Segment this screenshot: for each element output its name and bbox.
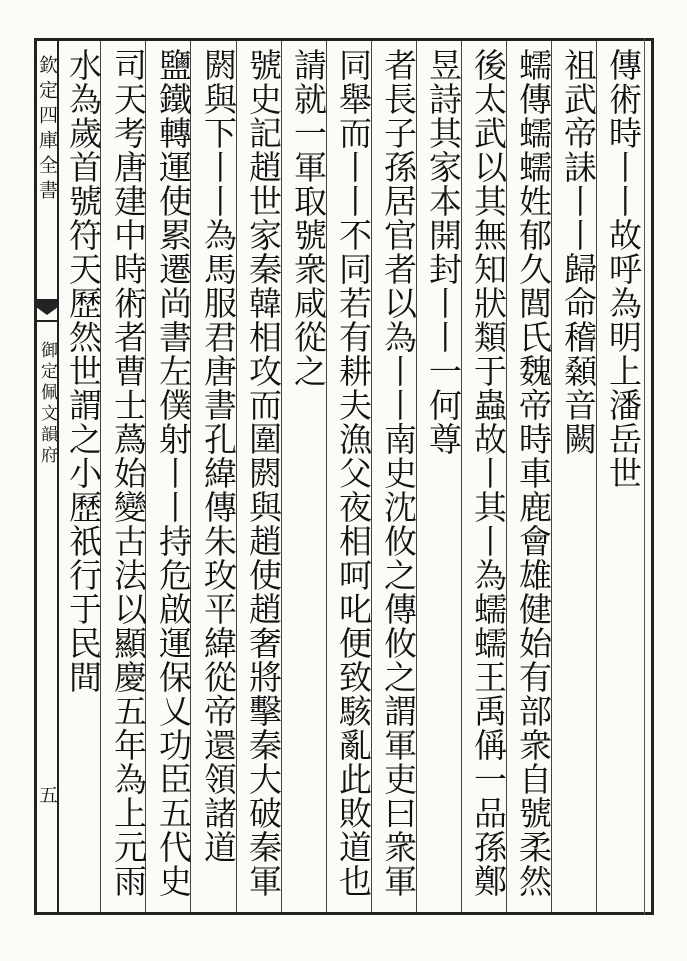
text-column: 請就一軍取號衆咸從之 <box>289 48 328 388</box>
text-column: 昱詩其家本開封丨丨一何尊 <box>424 48 463 456</box>
frame-border-right <box>651 38 654 915</box>
text-column: 司天考唐建中時術者曹士蔿始變古法以顯慶五年為上元雨 <box>109 48 148 898</box>
text-column: 後太武以其無知狀類于蟲故丨其丨為蠕蠕王禹偁一品孫鄭 <box>469 48 508 898</box>
text-column: 鹽鐵轉運使累遷尚書左僕射丨丨持危啟運保乂功臣五代史 <box>154 48 193 898</box>
frame-border-top <box>34 38 654 41</box>
frame-inner-line <box>644 38 645 915</box>
collection-title: 欽定四庫全書 <box>36 55 58 205</box>
text-column: 同舉而丨丨不同若有耕夫漁父夜相呵叱便致駭亂此敗道也 <box>334 48 373 898</box>
page-margin-column <box>37 41 59 912</box>
text-column: 水為歲首號符天歷然世謂之小歷祇行于民間 <box>64 48 103 694</box>
text-column: 閼與下丨丨為馬服君唐書孔緯傳朱玫平緯從帝還領諸道 <box>199 48 238 864</box>
frame-border-bottom <box>34 912 654 915</box>
page-number: 五 <box>36 785 58 804</box>
text-column: 號史記趙世家秦韓相攻而圍閼與趙使趙奢將擊秦大破秦軍 <box>244 48 283 898</box>
text-column: 者長子孫居官者以為丨丨南史沈攸之傳攸之謂軍吏曰衆軍 <box>379 48 418 898</box>
text-column: 祖武帝誄丨丨歸命稽顙音闕 <box>559 48 598 456</box>
text-column: 蠕傳蠕蠕姓郁久閭氏魏帝時車鹿會雄健始有部衆自號柔然 <box>514 48 553 898</box>
fish-tail-mark-icon <box>36 299 58 329</box>
book-title: 御定佩文韻府 <box>37 341 57 467</box>
text-column: 傳術時丨丨故呼為明上潘岳世 <box>604 48 643 490</box>
